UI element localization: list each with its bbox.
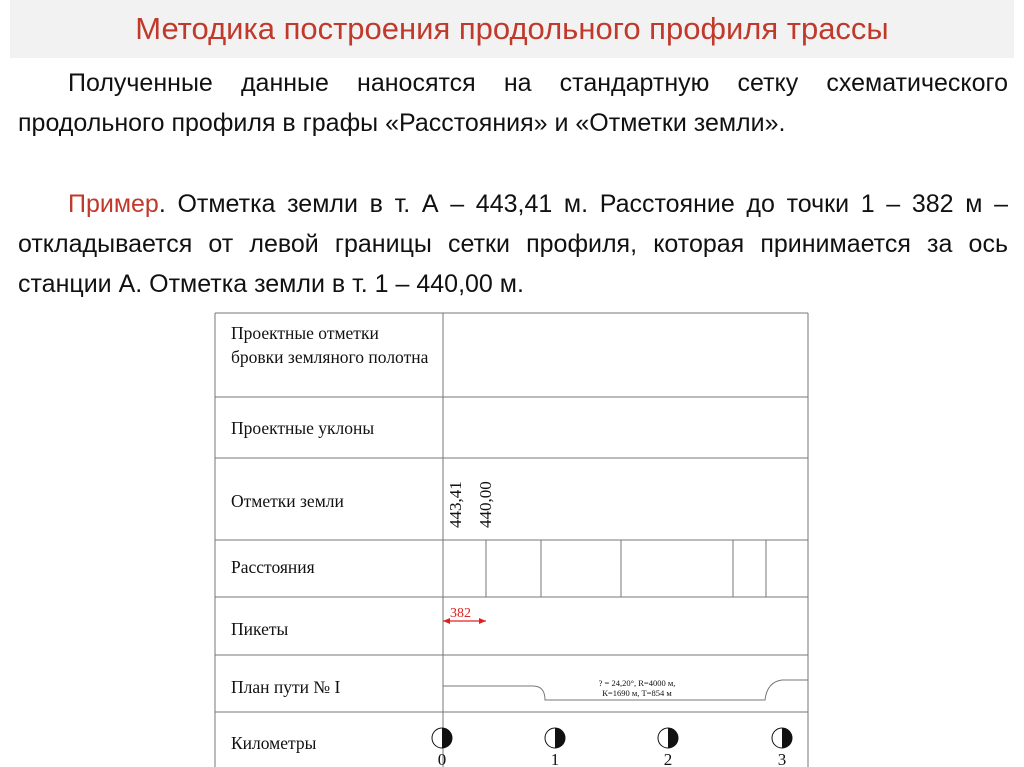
- ground-mark-1: 440,00: [476, 481, 495, 528]
- km-label: 2: [663, 750, 673, 767]
- curve-params-line2: К=1690 м, Т=854 м: [602, 688, 672, 698]
- km-half-fill-icon: [668, 728, 678, 748]
- ground-mark-a: 443,41: [446, 481, 465, 528]
- paragraph-1: Полученные данные наносятся на стандартную сетку схематического продольного профиля в графы «Расстояния» и «Отметки земли».: [18, 69, 1008, 137]
- km-half-fill-icon: [442, 728, 452, 748]
- distance-label: 382: [450, 606, 471, 621]
- km-half-fill-icon: [782, 728, 792, 748]
- example-label: Пример: [68, 190, 159, 218]
- row-label-ground-marks: Отметки земли: [231, 491, 344, 511]
- km-marker-1: [545, 728, 565, 767]
- km-label: 1: [550, 750, 560, 767]
- km-marker-3: [772, 728, 792, 767]
- row-label-design-slopes: Проектные уклоны: [231, 418, 375, 438]
- row-label-track-plan: План пути № I: [231, 677, 341, 697]
- row-label-distances: Расстояния: [231, 557, 315, 577]
- arrow-left-icon: [443, 618, 450, 624]
- km-label: 0: [437, 750, 447, 767]
- paragraph-2-text: . Отметка земли в т. А – 443,41 м. Расстояние до точки 1 – 382 м – откладывается от левой границы сетки профиля, которая принимается за ось станции А. Отметка земли в т. 1 – 440,00 м.: [18, 190, 1008, 298]
- row-label-pickets: Пикеты: [231, 619, 289, 639]
- arrow-right-icon: [479, 618, 486, 624]
- km-half-fill-icon: [555, 728, 565, 748]
- slide-title: Методика построения продольного профиля трассы: [135, 11, 889, 46]
- row-label-kilometers: Километры: [231, 733, 317, 753]
- km-marker-2: [658, 728, 678, 767]
- km-marker-0: [432, 728, 452, 767]
- curve-params-line1: ? = 24,20°, R=4000 м,: [598, 678, 676, 688]
- row-label-design-marks: Проектные отметки бровки земляного полотна: [231, 323, 429, 367]
- km-label: 3: [777, 750, 787, 767]
